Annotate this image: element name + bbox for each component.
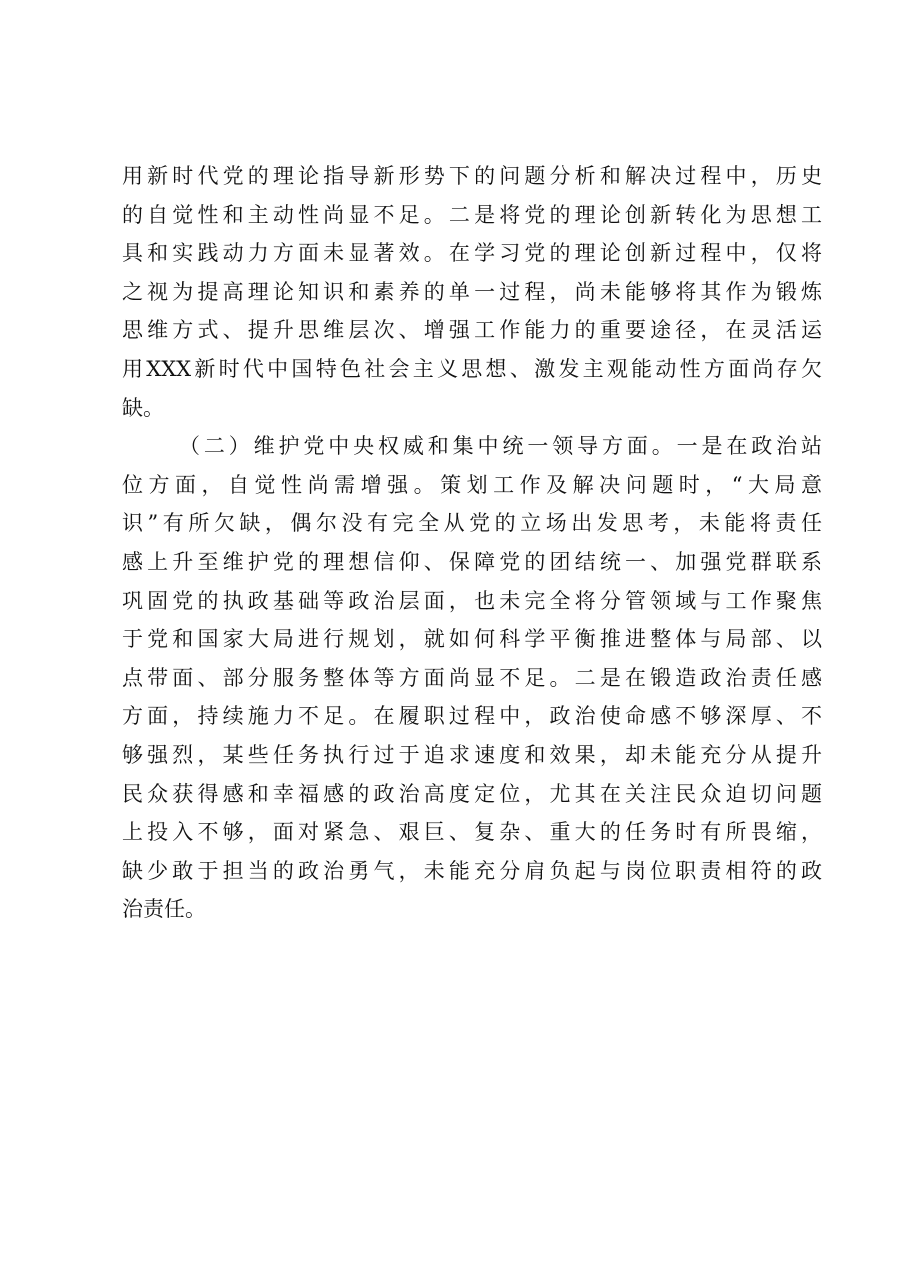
text-line: 用XXX新时代中国特色社会主义思想、激发主观能动性方面尚存欠: [122, 356, 822, 381]
text-line: 之视为提高理论知识和素养的单一过程，尚未能够将其作为锻炼: [122, 279, 822, 304]
text-line: 具和实践动力方面未显著效。在学习党的理论创新过程中，仅将: [122, 241, 822, 266]
text-line: 感上升至维护党的理想信仰、保障党的团结统一、加强党群联系: [122, 549, 822, 574]
text-line: 民众获得感和幸福感的政治高度定位，尤其在关注民众迫切问题: [122, 781, 822, 806]
section-heading-line: （二）维护党中央权威和集中统一领导方面。一是在政治站: [179, 434, 822, 459]
text-line: 治责任。: [122, 897, 206, 922]
document-body: [122, 157, 822, 929]
text-line: 用新时代党的理论指导新形势下的问题分析和解决过程中，历史: [122, 164, 822, 188]
text-line: 方面，持续施力不足。在履职过程中，政治使命感不够深厚、不: [122, 704, 822, 729]
text-line: 缺。: [122, 395, 164, 420]
text-line: 够强烈，某些任务执行过于追求速度和效果，却未能充分从提升: [122, 742, 822, 767]
text-line: 上投入不够，面对紧急、艰巨、复杂、重大的任务时有所畏缩，: [122, 820, 822, 845]
text-line: 识”有所欠缺，偶尔没有完全从党的立场出发思考，未能将责任: [122, 511, 822, 536]
text-line: 思维方式、提升思维层次、增强工作能力的重要途径，在灵活运: [122, 318, 822, 343]
text-line: 巩固党的执政基础等政治层面，也未完全将分管领域与工作聚焦: [122, 588, 822, 613]
text-line: 缺少敢于担当的政治勇气，未能充分肩负起与岗位职责相符的政: [122, 858, 822, 883]
text-line: 点带面、部分服务整体等方面尚显不足。二是在锻造政治责任感: [122, 665, 822, 690]
text-line: 的自觉性和主动性尚显不足。二是将党的理论创新转化为思想工: [122, 202, 822, 227]
text-line: 位方面，自觉性尚需增强。策划工作及解决问题时，“大局意: [122, 472, 822, 497]
text-line: 于党和国家大局进行规划，就如何科学平衡推进整体与局部、以: [122, 627, 822, 652]
